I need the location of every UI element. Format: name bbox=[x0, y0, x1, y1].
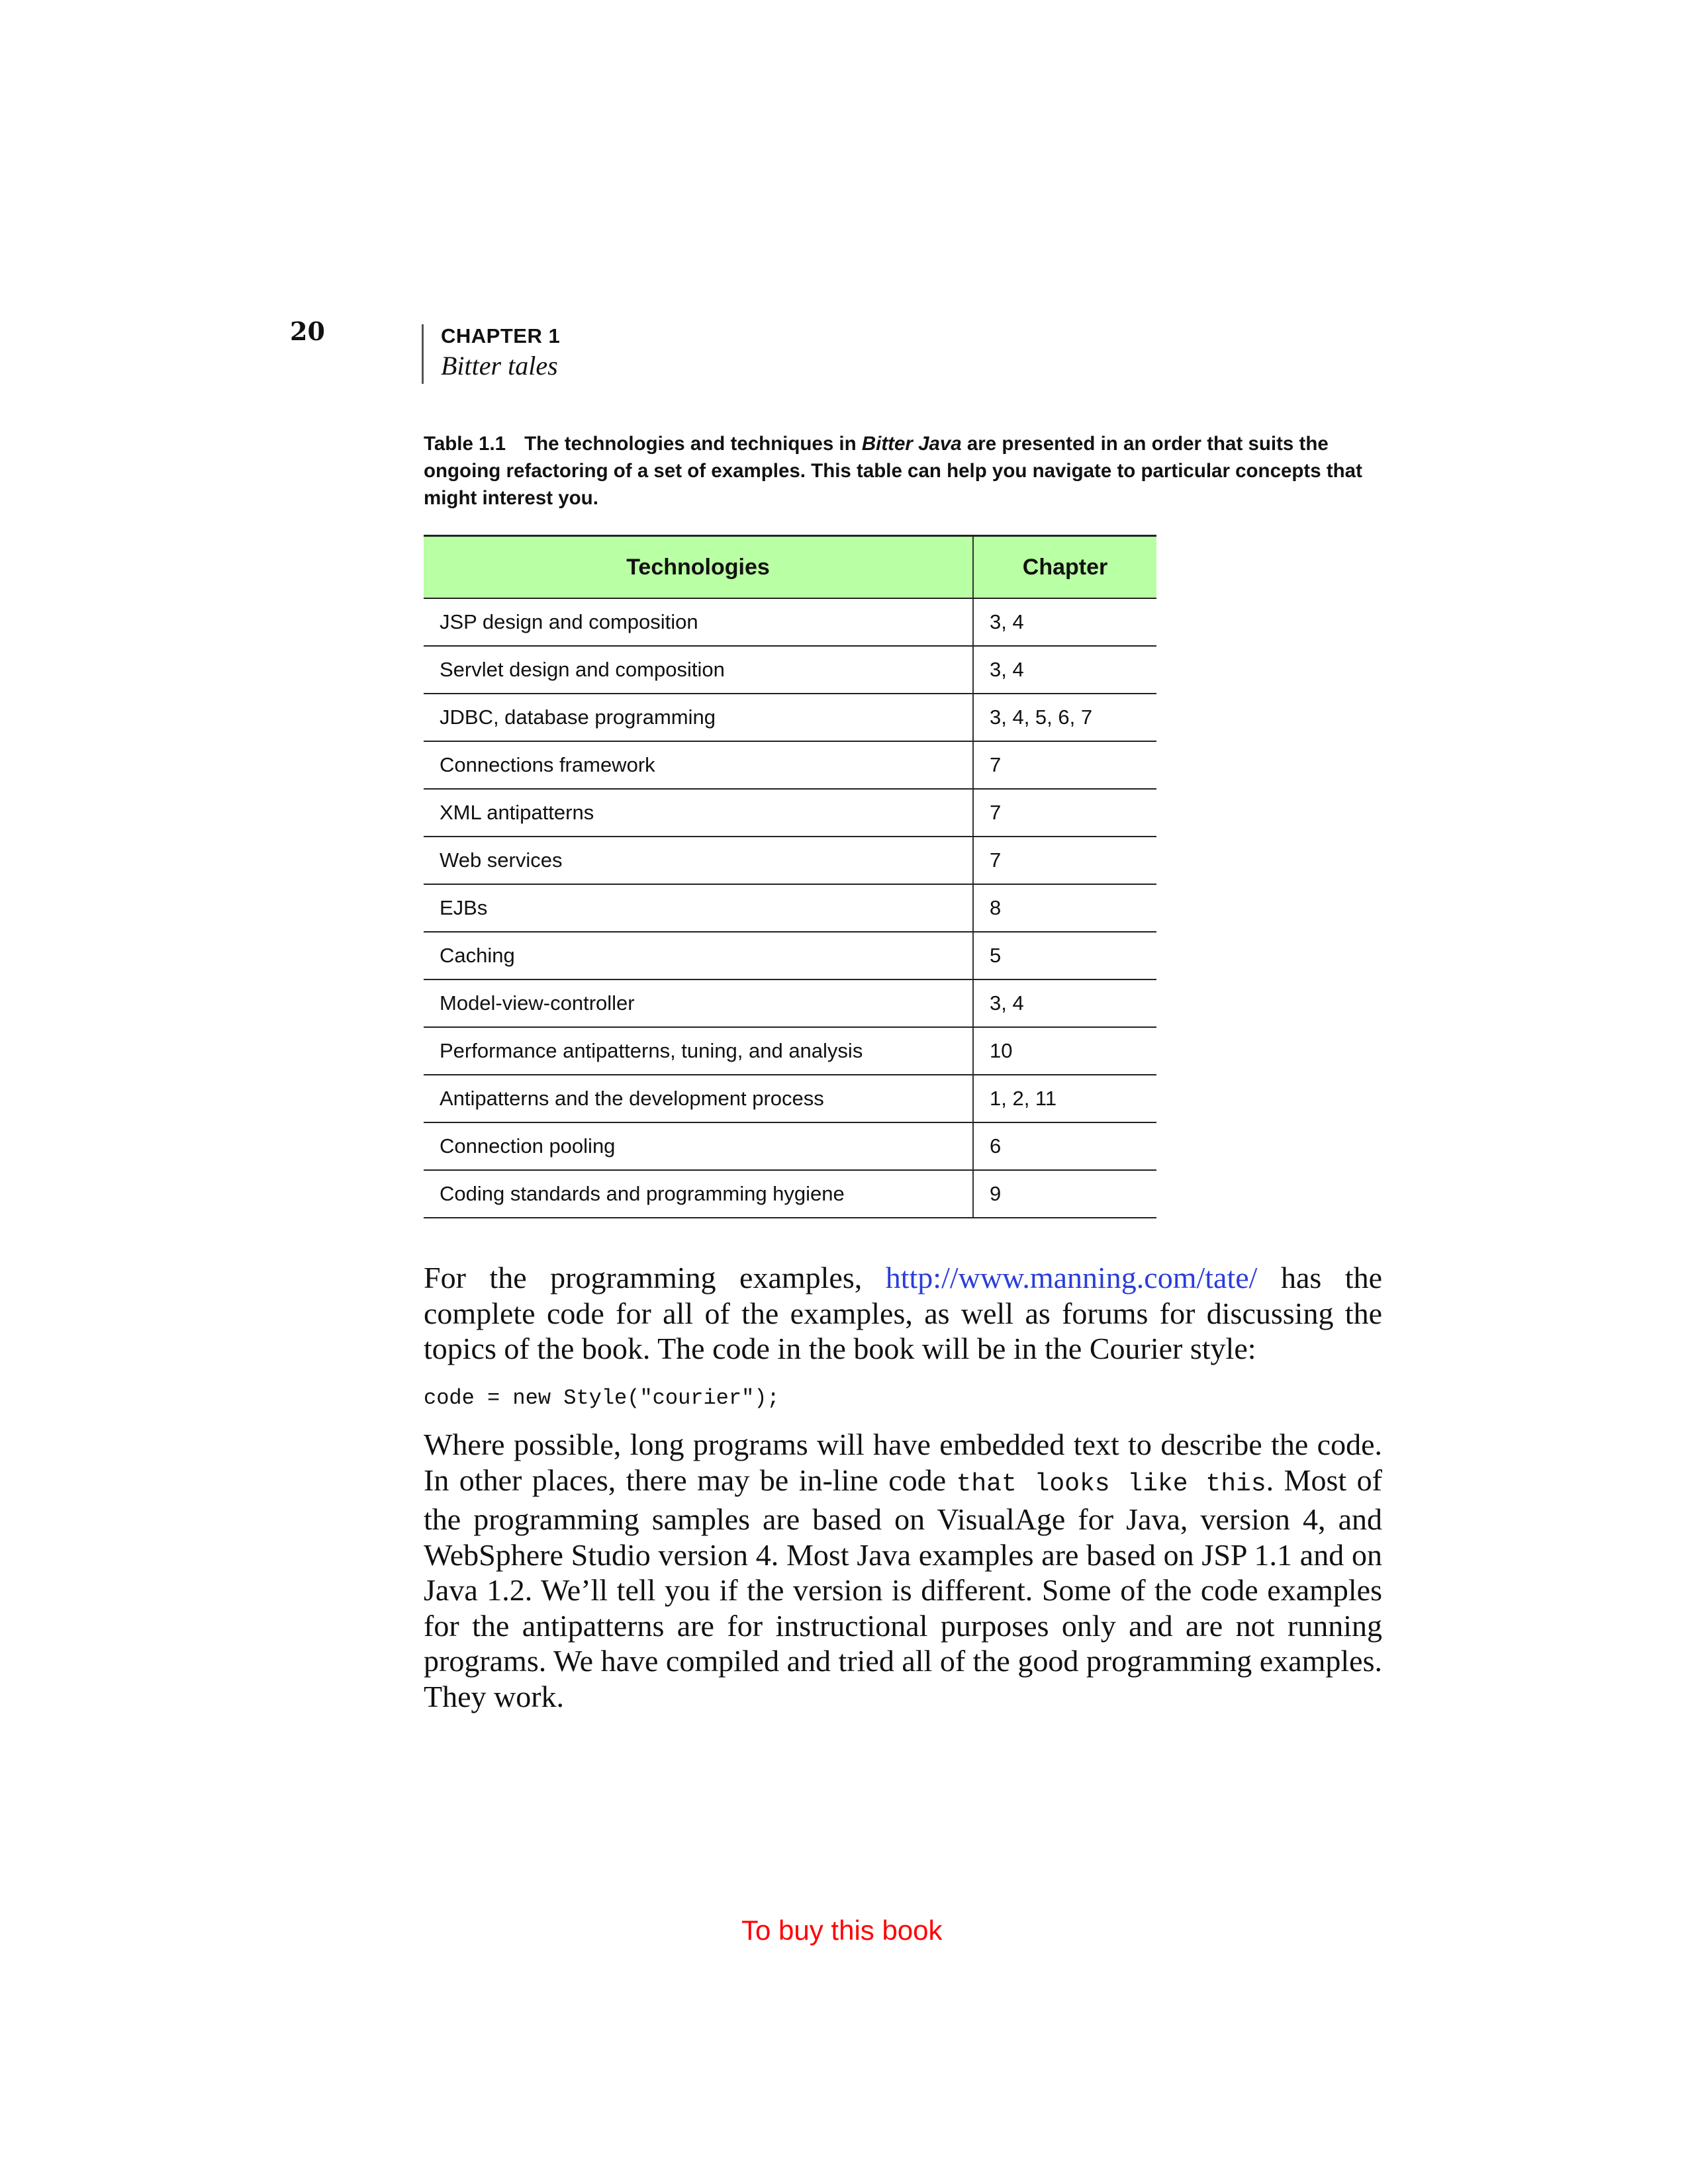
technology-cell: Connection pooling bbox=[424, 1122, 973, 1170]
chapter-cell: 6 bbox=[973, 1122, 1156, 1170]
chapter-cell: 3, 4 bbox=[973, 979, 1156, 1027]
table-row bbox=[424, 932, 1156, 979]
paragraph-code-notes-part2: . Most of the programming samples are based on VisualAge for Java, version 4, and WebSphere Studio version 4. Most Java examples are based on JSP 1.1 and on Java 1.2. We’ll tell you if the version is different. Some of the code examples for the antipatterns are for instructional purposes only and are not running programs. We have compiled and tried all of the good programming examples. They work. bbox=[424, 1463, 1382, 1713]
inline-code-sample: that looks like this bbox=[956, 1469, 1266, 1498]
table-caption-text-before: The technologies and techniques in bbox=[524, 433, 862, 455]
paragraph-code-notes bbox=[424, 1427, 1382, 1714]
manning-url-link[interactable]: http://www.manning.com/tate/ bbox=[885, 1261, 1258, 1295]
chapter-cell: 10 bbox=[973, 1027, 1156, 1075]
chapter-cell: 8 bbox=[973, 884, 1156, 932]
technology-cell: Performance antipatterns, tuning, and analysis bbox=[424, 1027, 973, 1075]
paragraph-code-notes-part1: Where possible, long programs will have embedded text to describe the code. In other places, there may be in-line code bbox=[424, 1428, 1382, 1497]
table-caption-number: Table 1.1 bbox=[424, 433, 506, 455]
chapter-cell: 7 bbox=[973, 837, 1156, 884]
technology-cell: JDBC, database programming bbox=[424, 694, 973, 741]
table-row bbox=[424, 789, 1156, 837]
table-row bbox=[424, 837, 1156, 884]
table-row bbox=[424, 598, 1156, 646]
chapter-cell: 9 bbox=[973, 1170, 1156, 1218]
technology-cell: Caching bbox=[424, 932, 973, 979]
technology-cell: Coding standards and programming hygiene bbox=[424, 1170, 973, 1218]
table-body bbox=[424, 598, 1156, 1218]
table-row bbox=[424, 979, 1156, 1027]
paragraph-examples-rest: has the complete code for all of the examples, as well as forums for discussing the topics of the book. The code in the book will be in the Courier style: bbox=[424, 1261, 1382, 1365]
chapter-cell: 1, 2, 11 bbox=[973, 1075, 1156, 1122]
paragraph-examples bbox=[424, 1260, 1382, 1367]
technology-cell: Servlet design and composition bbox=[424, 646, 973, 694]
header-divider bbox=[422, 324, 424, 384]
chapter-label: CHAPTER 1 bbox=[441, 324, 561, 347]
table-caption-book-title: Bitter Java bbox=[861, 433, 962, 455]
chapter-title: Bitter tales bbox=[441, 351, 558, 381]
table-caption bbox=[424, 430, 1377, 512]
technology-cell: Antipatterns and the development process bbox=[424, 1075, 973, 1122]
table-row bbox=[424, 741, 1156, 789]
technology-cell: Model-view-controller bbox=[424, 979, 973, 1027]
page-number: 20 bbox=[290, 316, 325, 346]
chapter-cell: 7 bbox=[973, 789, 1156, 837]
code-example: code = new Style("courier"); bbox=[424, 1386, 780, 1410]
table-row bbox=[424, 694, 1156, 741]
buy-book-link[interactable]: To buy this book bbox=[741, 1915, 943, 1946]
technology-cell: XML antipatterns bbox=[424, 789, 973, 837]
table-row bbox=[424, 1170, 1156, 1218]
technology-cell: JSP design and composition bbox=[424, 598, 973, 646]
table-row bbox=[424, 646, 1156, 694]
chapter-cell: 3, 4 bbox=[973, 598, 1156, 646]
chapter-cell: 5 bbox=[973, 932, 1156, 979]
table-row bbox=[424, 1122, 1156, 1170]
column-header-chapter: Chapter bbox=[973, 536, 1156, 599]
technology-cell: Connections framework bbox=[424, 741, 973, 789]
table-row bbox=[424, 1075, 1156, 1122]
table-row bbox=[424, 884, 1156, 932]
table-header-row bbox=[424, 536, 1156, 599]
table-caption-text-after: are presented in an order that suits the ongoing refactoring of a set of examples. This table can help you navigate to particular concepts that might interest you. bbox=[424, 433, 1362, 509]
table-row bbox=[424, 1027, 1156, 1075]
chapter-cell: 7 bbox=[973, 741, 1156, 789]
chapter-cell: 3, 4, 5, 6, 7 bbox=[973, 694, 1156, 741]
technologies-table bbox=[424, 535, 1156, 1218]
chapter-cell: 3, 4 bbox=[973, 646, 1156, 694]
paragraph-examples-intro: For the programming examples, bbox=[424, 1261, 886, 1295]
technology-cell: EJBs bbox=[424, 884, 973, 932]
column-header-technologies: Technologies bbox=[424, 536, 973, 599]
technology-cell: Web services bbox=[424, 837, 973, 884]
